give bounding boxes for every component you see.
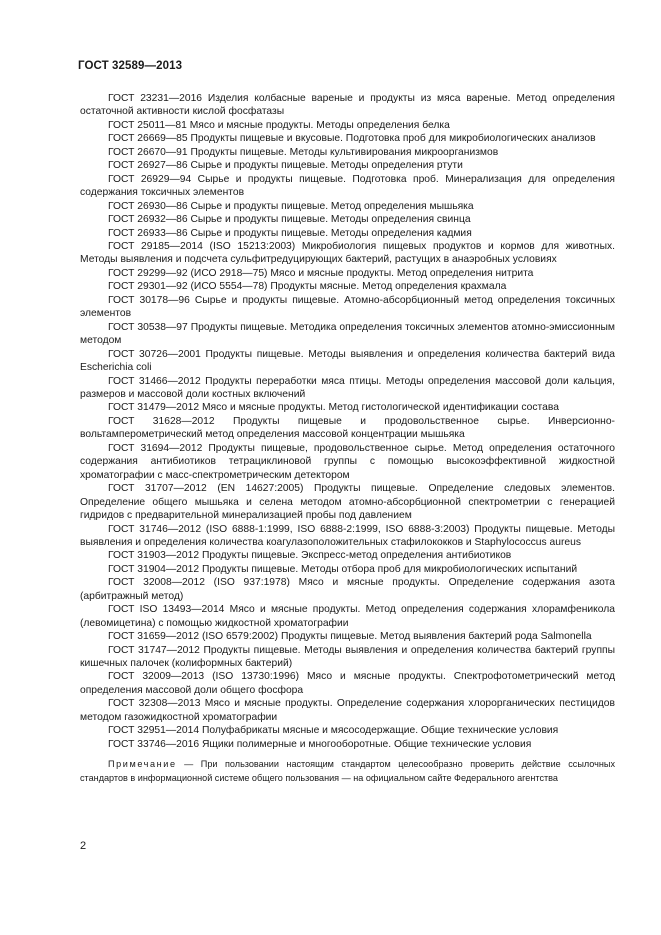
note-text: — При пользовании настоящим стандартом целесообразно проверить действие ссылочных стандартов в информационной системе общего пользования — на официальном сайте Федерального агентства [80, 759, 615, 783]
reference-item: ГОСТ 32308—2013 Мясо и мясные продукты. Определение содержания хлорорганических пестицидов методом газожидкостной хроматографии [80, 698, 615, 723]
reference-item: ГОСТ 31466—2012 Продукты переработки мяса птицы. Методы определения массовой доли кальция, размеров и массовой доли костных включений [80, 375, 615, 400]
note-paragraph [80, 758, 615, 785]
reference-item: ГОСТ 31707—2012 (EN 14627:2005) Продукты пищевые. Определение следовых элементов. Определение общего мышьяка и селена методом атомно-абсорбционной спектрометрии с генерацией гидридов с предварительной минерализацией пробы под давлением [80, 483, 615, 522]
reference-item: ГОСТ 31479—2012 Мясо и мясные продукты. Метод гистологической идентификации состава [108, 402, 559, 414]
references-list [80, 92, 615, 785]
reference-item: ГОСТ 29185—2014 (ISO 15213:2003) Микробиология пищевых продуктов и кормов для животных. Методы выявления и подсчета сульфитредуцирующих бактерий, растущих в анаэробных условиях [80, 240, 615, 266]
document-header: ГОСТ 32589—2013 [78, 60, 183, 72]
reference-item: ГОСТ 29299—92 (ИСО 2918—75) Мясо и мясные продукты. Метод определения нитрита [108, 267, 534, 279]
reference-item: ГОСТ 29301—92 (ИСО 5554—78) Продукты мясные. Метод определения крахмала [108, 281, 507, 293]
reference-item: ГОСТ 32008—2012 (ISO 937:1978) Мясо и мясные продукты. Определение содержания азота (арбитражный метод) [80, 577, 615, 602]
reference-item: ГОСТ 31628—2012 Продукты пищевые и продовольственное сырье. Инверсионно-вольтамперометрический метод определения массовой концентрации мышьяка [80, 415, 615, 441]
reference-item: ГОСТ 23231—2016 Изделия колбасные вареные и продукты из мяса вареные. Метод определения остаточной активности кислой фосфатазы [80, 93, 615, 118]
reference-item: ГОСТ 26670—91 Продукты пищевые. Методы культивирования микроорганизмов [108, 146, 499, 158]
reference-item: ГОСТ 31746—2012 (ISO 6888-1:1999, ISO 6888-2:1999, ISO 6888-3:2003) Продукты пищевые. Методы выявления и определения количества коагулазоположительных стафилококков и Staphylococcus aureus [80, 523, 615, 548]
reference-item: ГОСТ 25011—81 Мясо и мясные продукты. Методы определения белка [108, 119, 450, 131]
reference-item: ГОСТ 30726—2001 Продукты пищевые. Методы выявления и определения количества бактерий вида Escherichia coli [80, 348, 615, 374]
note-label: Примечание [108, 759, 177, 770]
reference-item: ГОСТ 31747—2012 Продукты пищевые. Методы выявления и определения количества бактерий группы кишечных палочек (колиформных бактерий) [80, 644, 615, 670]
reference-item: ГОСТ 26933—86 Сырье и продукты пищевые. Методы определения кадмия [108, 227, 472, 239]
reference-item: ГОСТ 26930—86 Сырье и продукты пищевые. Метод определения мышьяка [108, 200, 474, 212]
reference-item: ГОСТ 26929—94 Сырье и продукты пищевые. Подготовка проб. Минерализация для определения содержания токсичных элементов [80, 173, 615, 199]
reference-item: ГОСТ 26932—86 Сырье и продукты пищевые. Методы определения свинца [108, 214, 471, 226]
reference-item: ГОСТ 30178—96 Сырье и продукты пищевые. Атомно-абсорбционный метод определения токсичных элементов [80, 294, 615, 320]
reference-item: ГОСТ ISO 13493—2014 Мясо и мясные продукты. Метод определения содержания хлорамфеникола (левомицетина) с помощью жидкостной хроматографии [80, 604, 615, 629]
reference-item: ГОСТ 32951—2014 Полуфабрикаты мясные и мясосодержащие. Общие технические условия [108, 725, 559, 737]
reference-item: ГОСТ 31903—2012 Продукты пищевые. Экспресс-метод определения антибиотиков [108, 550, 512, 562]
page-number: 2 [80, 840, 87, 852]
reference-item: ГОСТ 30538—97 Продукты пищевые. Методика определения токсичных элементов атомно-эмиссионным методом [80, 321, 615, 347]
reference-item: ГОСТ 26669—85 Продукты пищевые и вкусовые. Подготовка проб для микробиологических анализов [108, 133, 596, 145]
reference-item: ГОСТ 26927—86 Сырье и продукты пищевые. Методы определения ртути [108, 160, 463, 172]
reference-item: ГОСТ 31694—2012 Продукты пищевые, продовольственное сырье. Метод определения остаточного содержания антибиотиков тетрациклиновой группы с помощью высокоэффективной жидкостной хроматографии с масс-спектрометрическим детектором [80, 442, 615, 481]
reference-item: ГОСТ 31904—2012 Продукты пищевые. Методы отбора проб для микробиологических испытаний [108, 563, 578, 575]
reference-item: ГОСТ 32009—2013 (ISO 13730:1996) Мясо и мясные продукты. Спектрофотометрический метод определения массовой доли общего фосфора [80, 671, 615, 696]
reference-item: ГОСТ 33746—2016 Ящики полимерные и многооборотные. Общие технические условия [108, 738, 532, 750]
reference-item: ГОСТ 31659—2012 (ISO 6579:2002) Продукты пищевые. Метод выявления бактерий рода Salmonella [108, 631, 592, 643]
